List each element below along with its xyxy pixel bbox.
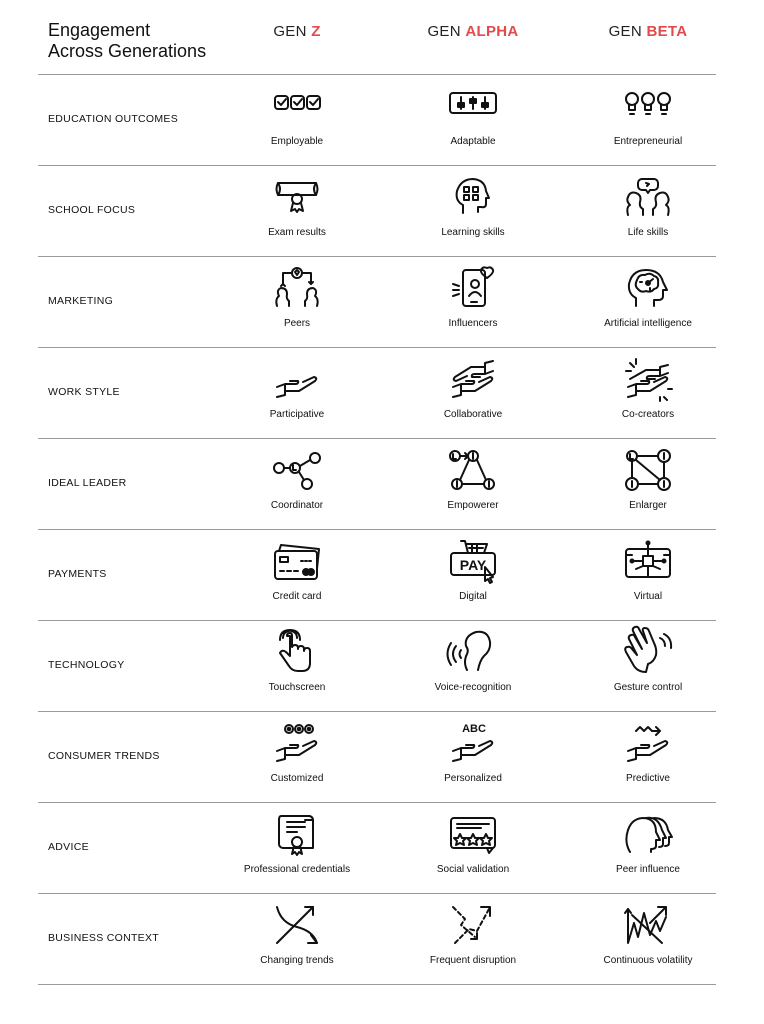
cell-label: Peer influence [616,864,680,875]
cell-label: Life skills [627,227,669,238]
row-label: TECHNOLOGY [48,659,125,671]
hand-options-icon [273,721,321,765]
column-header-gen-alpha [398,23,548,40]
table-cell [563,893,733,984]
column-header-gen-z [222,23,372,40]
row-label: CONSUMER TRENDS [48,750,160,762]
cell-label: Changing trends [260,955,334,966]
diploma-icon [273,175,321,219]
hand-abc-icon [449,721,497,765]
cell-label: Empowerer [447,500,499,511]
row-label: ADVICE [48,841,89,853]
table-cell [563,620,733,711]
column-header-prefix: GEN [273,23,312,40]
dashed-arrows-icon [449,903,497,947]
table-cell [388,347,558,438]
row-label: WORK STYLE [48,386,120,398]
cell-label: Learning skills [441,227,505,238]
puzzle-head-icon [449,175,497,219]
volatile-arrows-icon [624,903,672,947]
cell-label: Entrepreneurial [613,136,683,147]
cell-label: Voice-recognition [434,682,512,693]
table-cell [563,74,733,165]
table-cell [388,711,558,802]
cell-label: Customized [270,773,324,784]
checkbox-row-icon [273,84,321,128]
table-cell [563,438,733,529]
cell-label: Virtual [633,591,663,602]
table-cell [388,893,558,984]
table-cell [388,529,558,620]
title-line-1: Engagement [48,20,151,40]
column-header-gen-beta [573,23,723,40]
table-cell [212,347,382,438]
table-row [38,165,716,256]
table-row [38,893,716,984]
table-row [38,620,716,711]
column-header-accent: ALPHA [465,23,519,40]
cell-label: Enlarger [629,500,667,511]
table-cell [212,893,382,984]
handshake-icon [449,357,497,401]
cell-label: Artificial intelligence [604,318,692,329]
table-cell [212,529,382,620]
credit-card-icon [273,539,321,583]
svg-text:ABC: ABC [462,723,486,735]
row-label: BUSINESS CONTEXT [48,932,159,944]
table-cell [563,802,733,893]
table-cell [388,165,558,256]
table-cell [212,256,382,347]
table-cell [388,620,558,711]
hand-arrow-icon [624,721,672,765]
table-cell [563,347,733,438]
cell-label: Predictive [626,773,670,784]
table-cell [563,165,733,256]
svg-text:PAY: PAY [459,557,487,573]
column-header-prefix: GEN [427,23,466,40]
conversation-heads-icon [624,175,672,219]
table-cell [388,256,558,347]
sparkling-handshake-icon [624,357,672,401]
certificate-icon [273,812,321,856]
row-label: EDUCATION OUTCOMES [48,113,179,125]
row-label: IDEAL LEADER [48,477,127,489]
cell-label: Digital [459,591,487,602]
cell-label: Credit card [272,591,322,602]
column-header-accent: Z [311,23,321,40]
row-label: MARKETING [48,295,114,307]
table-cell [212,74,382,165]
square-nodes-icon [624,448,672,492]
divider [38,984,716,985]
table-cell [388,438,558,529]
table-row [38,74,716,165]
table-row [38,529,716,620]
cell-label: Continuous volatility [603,955,693,966]
table-cell [212,165,382,256]
table-cell [388,74,558,165]
cell-label: Influencers [448,318,498,329]
pay-cart-icon [449,539,497,583]
layered-heads-icon [624,812,672,856]
column-header-accent: BETA [646,23,688,40]
triangle-nodes-icon [449,448,497,492]
cell-label: Exam results [268,227,326,238]
title-line-2: Across Generations [48,41,207,61]
table-cell [212,711,382,802]
table-row [38,256,716,347]
row-label: PAYMENTS [48,568,107,580]
cell-label: Peers [283,318,311,329]
cell-label: Frequent disruption [429,955,517,966]
table-cell [563,711,733,802]
open-hand-icon [273,357,321,401]
cell-label: Professional credentials [243,864,351,875]
voice-head-icon [449,630,497,674]
table-row [38,711,716,802]
ai-brain-head-icon [624,266,672,310]
table-row [38,347,716,438]
virtual-chip-card-icon [624,539,672,583]
touch-hand-icon [273,630,321,674]
cell-label: Social validation [436,864,510,875]
waving-hand-icon [624,630,672,674]
page-title [48,20,206,62]
table-cell [563,256,733,347]
cell-label: Coordinator [270,500,324,511]
network-nodes-icon [273,448,321,492]
table-row [38,438,716,529]
rating-card-icon [449,812,497,856]
peer-share-icon [273,266,321,310]
cell-label: Participative [269,409,325,420]
influencer-phone-icon [449,266,497,310]
cell-label: Touchscreen [268,682,326,693]
cell-label: Co-creators [621,409,675,420]
row-label: SCHOOL FOCUS [48,204,136,216]
table-cell [388,802,558,893]
table-cell [212,438,382,529]
table-cell [212,802,382,893]
table-row [38,802,716,893]
table-cell [212,620,382,711]
column-header-prefix: GEN [608,23,647,40]
cell-label: Employable [270,136,324,147]
table-cell [563,529,733,620]
cell-label: Adaptable [450,136,496,147]
sliders-icon [449,84,497,128]
cell-label: Gesture control [613,682,683,693]
crossing-arrows-icon [273,903,321,947]
lightbulbs-icon [624,84,672,128]
cell-label: Personalized [444,773,502,784]
cell-label: Collaborative [443,409,503,420]
